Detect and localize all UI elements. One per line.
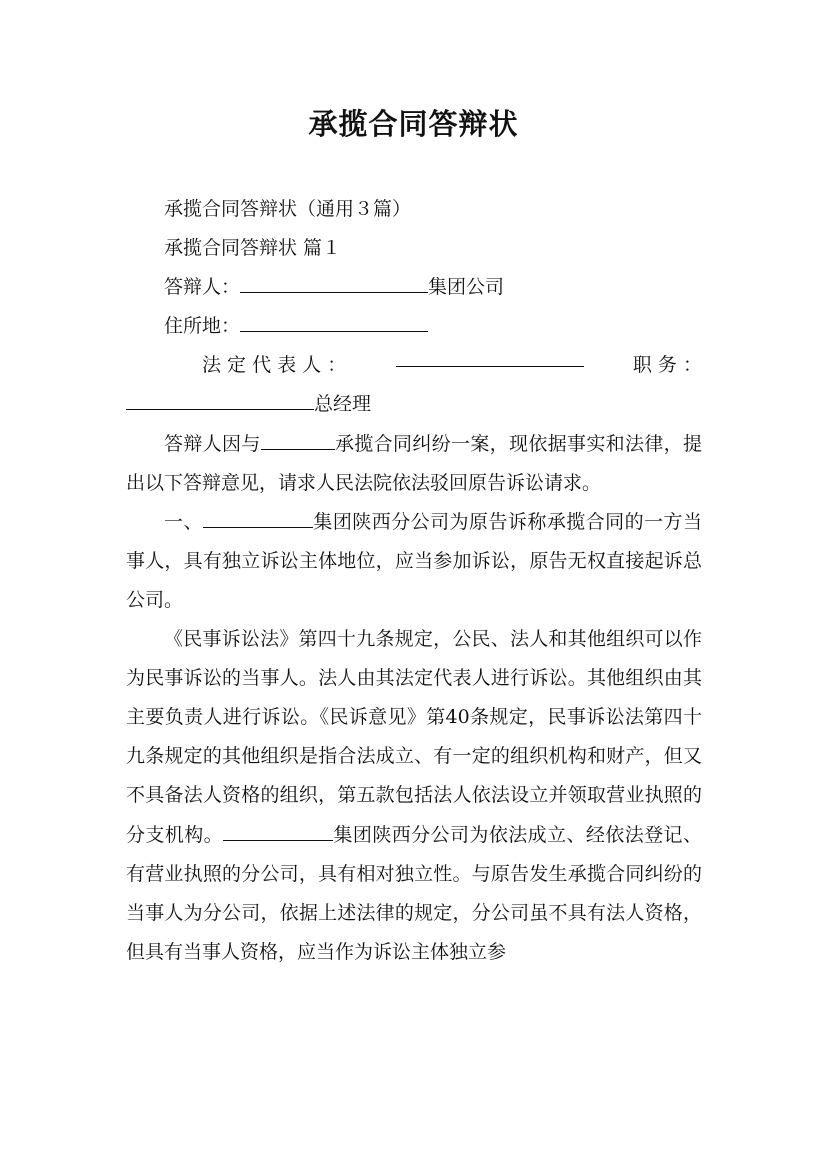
paragraph-1-rest: 承揽合同纠纷一案，现依据事实和法律，提出以下答辩意见，请求人民法院依法驳回原告诉讼请求。 [126,432,702,494]
position-value: 总经理 [314,393,372,416]
respondent-suffix: 集团公司 [428,276,505,299]
respondent-label: 答辩人： [164,276,241,299]
legal-rep-line [126,346,702,385]
respondent-blank [240,272,428,293]
plaintiff-blank [261,429,335,450]
respondent-line [126,268,702,307]
paragraph-1-start: 答辩人因与 [164,432,261,455]
paragraph-2-start: 一、 [164,510,203,533]
paragraph-2-rest: 集团陕西分公司为原告诉称承揽合同的一方当事人，具有独立诉讼主体地位，应当参加诉讼，原告无权直接起诉总公司。 [126,510,702,611]
legal-rep-label: 法 定 代 表 人 ： [202,354,347,377]
address-line [126,307,702,346]
document-body [126,190,702,972]
paragraph-3 [126,620,702,972]
address-blank [240,311,428,332]
paragraph-2 [126,503,702,620]
company-blank-1 [203,507,313,528]
paragraph-3-start: 《民事诉讼法》第四十九条规定，公民、法人和其他组织可以作为民事诉讼的当事人。法人由其法定代表人进行诉讼。其他组织由其主要负责人进行诉讼。《民诉意见》第40条规定，民事诉讼法第四十九条规定的其他组织是指合法成立、有一定的组织机构和财产，但又不具备法人资格的组织，第五款包括法人依法设立并领取营业执照的分支机构。 [126,628,702,846]
company-blank-2 [223,820,333,841]
position-label: 职 务 ： [632,354,702,377]
document-title: 承揽合同答辩状 [308,107,519,141]
paragraph-1 [126,425,702,503]
paragraph-3-rest: 集团陕西分公司为依法成立、经依法登记、有营业执照的分公司，具有相对独立性。与原告发生承揽合同纠纷的当事人为分公司，依据上述法律的规定，分公司虽不具有法人资格，但具有当事人资格，应当作为诉讼主体独立参 [126,823,702,963]
section-heading: 承揽合同答辩状 篇１ [164,237,342,260]
position-blank [126,389,314,410]
address-label: 住所地： [164,315,241,338]
legal-rep-blank [396,346,584,367]
position-line [126,385,702,424]
subtitle-line: 承揽合同答辩状（通用３篇） [164,198,412,220]
